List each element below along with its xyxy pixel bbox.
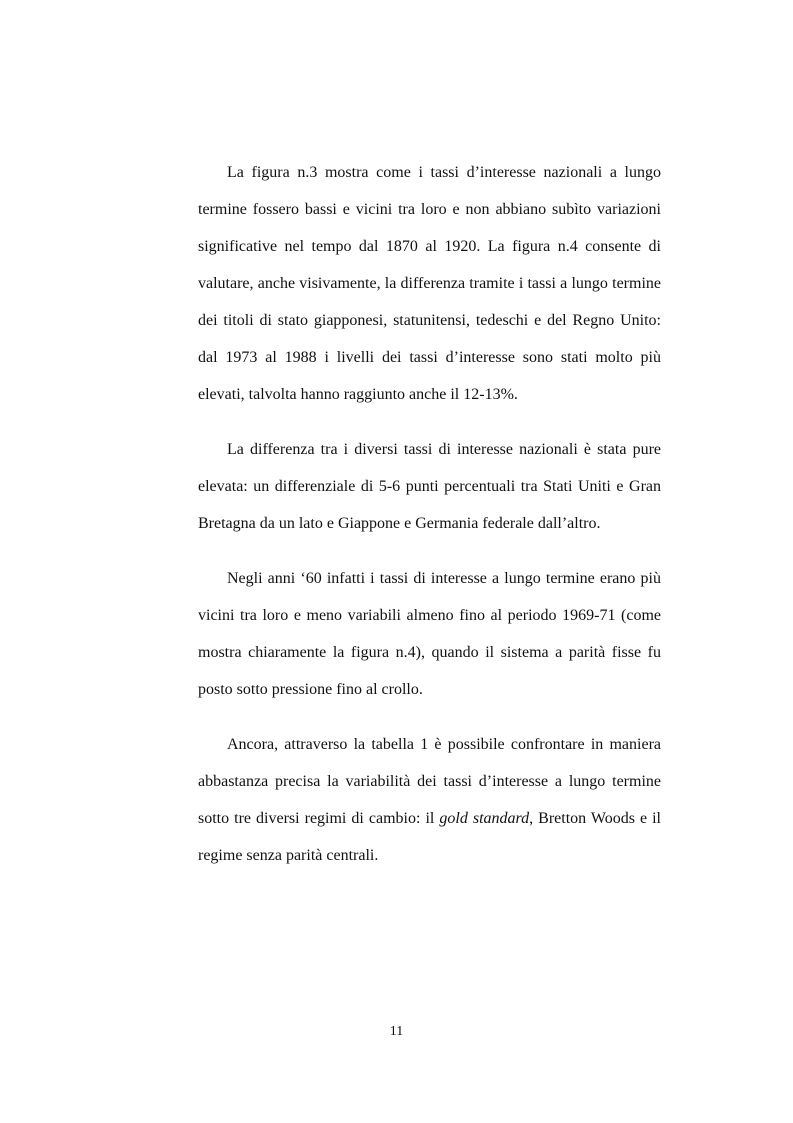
body-text	[198, 154, 661, 892]
paragraph-4-text-before: Ancora, attraverso la tabella 1 è possibile confrontare in maniera abbastanza precisa la variabilità dei tassi d’interesse a lungo termine sotto tre diversi regimi di cambio: il	[198, 736, 661, 827]
paragraph-4	[198, 726, 661, 874]
paragraph-2: La differenza tra i diversi tassi di interesse nazionali è stata pure elevata: un differenziale di 5-6 punti percentuali tra Stati Uniti e Gran Bretagna da un lato e Giappone e Germania federale dall’altro.	[198, 441, 661, 532]
paragraph-1: La figura n.3 mostra come i tassi d’interesse nazionali a lungo termine fossero bassi e vicini tra loro e non abbiano subìto variazioni significative nel tempo dal 1870 al 1920. La figura n.4 consente di valutare, anche visivamente, la differenza tramite i tassi a lungo termine dei titoli di stato giapponesi, statunitensi, tedeschi e del Regno Unito: dal 1973 al 1988 i livelli dei tassi d’interesse sono stati molto più elevati, talvolta hanno raggiunto anche il 12-13%.	[198, 164, 661, 403]
paragraph-4-text-after: , Bretton Woods e il regime senza parità centrali.	[198, 810, 662, 864]
page-number: 11	[389, 1024, 404, 1039]
gold-standard-italic: gold standard	[439, 810, 530, 827]
paragraph-3: Negli anni ‘60 infatti i tassi di interesse a lungo termine erano più vicini tra loro e meno variabili almeno fino al periodo 1969-71 (come mostra chiaramente la figura n.4), quando il sistema a parità fisse fu posto sotto pressione fino al crollo.	[198, 570, 661, 698]
